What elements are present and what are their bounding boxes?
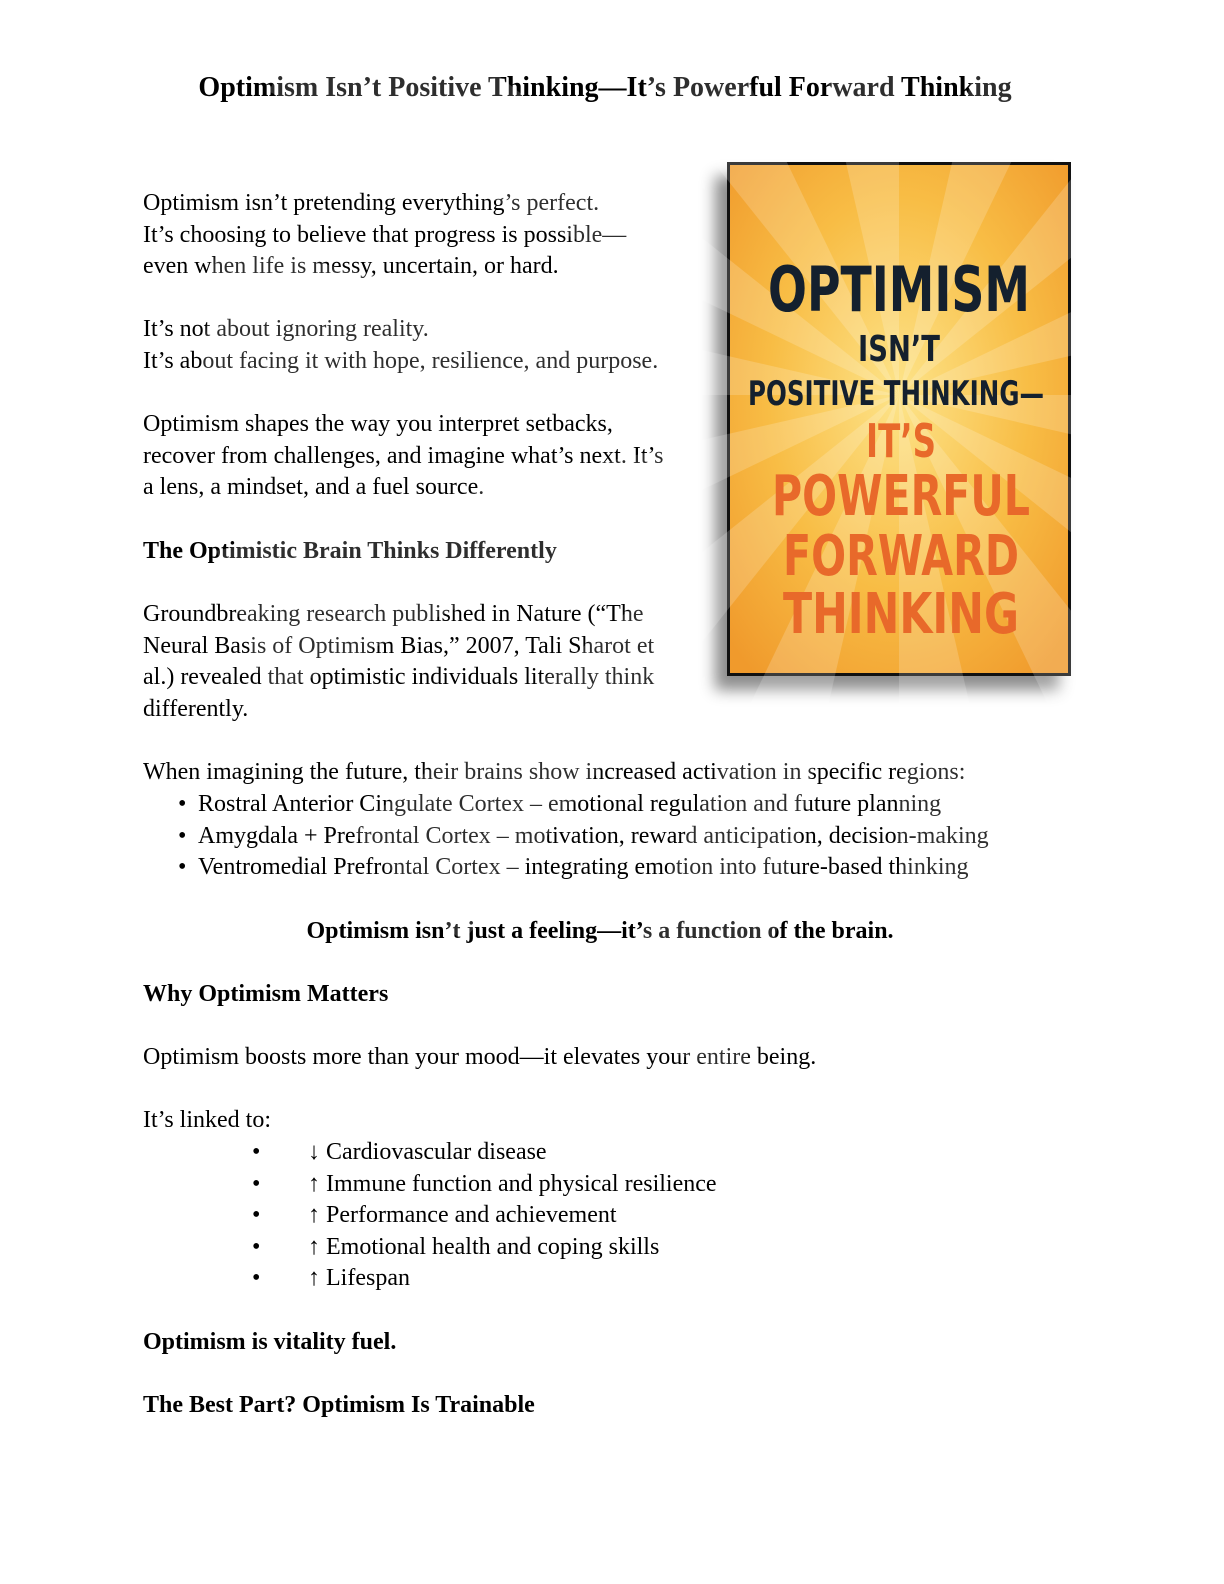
shapes-line: a lens, a mindset, and a fuel source. (143, 474, 485, 501)
list-item-text: ↑ Performance and achievement (308, 1202, 617, 1229)
shapes-line: recover from challenges, and imagine what’s next. It’s (143, 442, 664, 469)
research-line: Neural Basis of Optimism Bias,” 2007, Tali Sharot et (143, 632, 655, 659)
poster-line-7: THINKING (783, 582, 1019, 647)
reality-line: It’s not about ignoring reality. (143, 316, 429, 342)
list-item (250, 1263, 717, 1295)
poster-image (727, 162, 1071, 676)
list-item-text: ↓ Cardiovascular disease (308, 1139, 547, 1165)
list-item (250, 1232, 717, 1264)
page-title: Optimism Isn’t Positive Thinking—It’s Powerful Forward Thinking (198, 72, 1012, 103)
research-line: Groundbreaking research published in Nature (“The (143, 601, 644, 627)
list-item-text: ↑ Immune function and physical resilience (308, 1170, 717, 1197)
linked-list (250, 1137, 717, 1295)
reality-line: It’s about facing it with hope, resilience, and purpose. (143, 347, 659, 374)
list-item-text: ↑ Lifespan (308, 1265, 410, 1292)
poster-line-2: ISN’T (858, 329, 941, 370)
vitality-statement: Optimism is vitality fuel. (143, 1329, 397, 1355)
bullet: • (252, 1202, 261, 1229)
matters-heading: Why Optimism Matters (143, 981, 389, 1007)
list-item-text: ↑ Emotional health and coping skills (308, 1233, 660, 1260)
bullet: • (252, 1265, 261, 1292)
list-item (250, 1200, 717, 1232)
intro-line: Optimism isn’t pretending everything’s perfect. (143, 190, 600, 216)
list-item (250, 1137, 717, 1169)
poster-line-1: OPTIMISM (768, 253, 1030, 326)
poster-line-5: POWERFUL (772, 464, 1030, 529)
poster-line-6: FORWARD (783, 524, 1019, 589)
regions-intro: When imagining the future, their brains show increased activation in specific regions: (143, 759, 966, 785)
brain-heading: The Optimistic Brain Thinks Differently (143, 538, 557, 564)
research-line: differently. (143, 695, 249, 722)
intro-line: even when life is messy, uncertain, or hard. (143, 253, 559, 280)
bullet: • (252, 1139, 261, 1165)
poster-graphic (730, 165, 1068, 673)
best-part-heading: The Best Part? Optimism Is Trainable (143, 1392, 535, 1418)
intro-line: It’s choosing to believe that progress is possible— (143, 221, 627, 248)
shapes-line: Optimism shapes the way you interpret setbacks, (143, 411, 613, 437)
linked-intro: It’s linked to: (143, 1107, 271, 1133)
poster-line-3: POSITIVE THINKING— (748, 374, 1044, 414)
list-item: • Rostral Anterior Cingulate Cortex – emotional regulation and future planning (178, 789, 989, 821)
list-item: • Amygdala + Prefrontal Cortex – motivation, reward anticipation, decision-making (178, 821, 989, 853)
poster-line-4: IT’S (866, 414, 936, 468)
regions-list (178, 789, 989, 884)
list-item: • Ventromedial Prefrontal Cortex – integrating emotion into future-based thinking (178, 852, 989, 884)
list-item (250, 1169, 717, 1201)
research-line: al.) revealed that optimistic individuals literally think (143, 664, 655, 691)
matters-text: Optimism boosts more than your mood—it elevates your entire being. (143, 1044, 817, 1070)
bullet: • (252, 1170, 261, 1197)
brain-statement: Optimism isn’t just a feeling—it’s a function of the brain. (306, 918, 894, 944)
bullet: • (252, 1233, 261, 1260)
